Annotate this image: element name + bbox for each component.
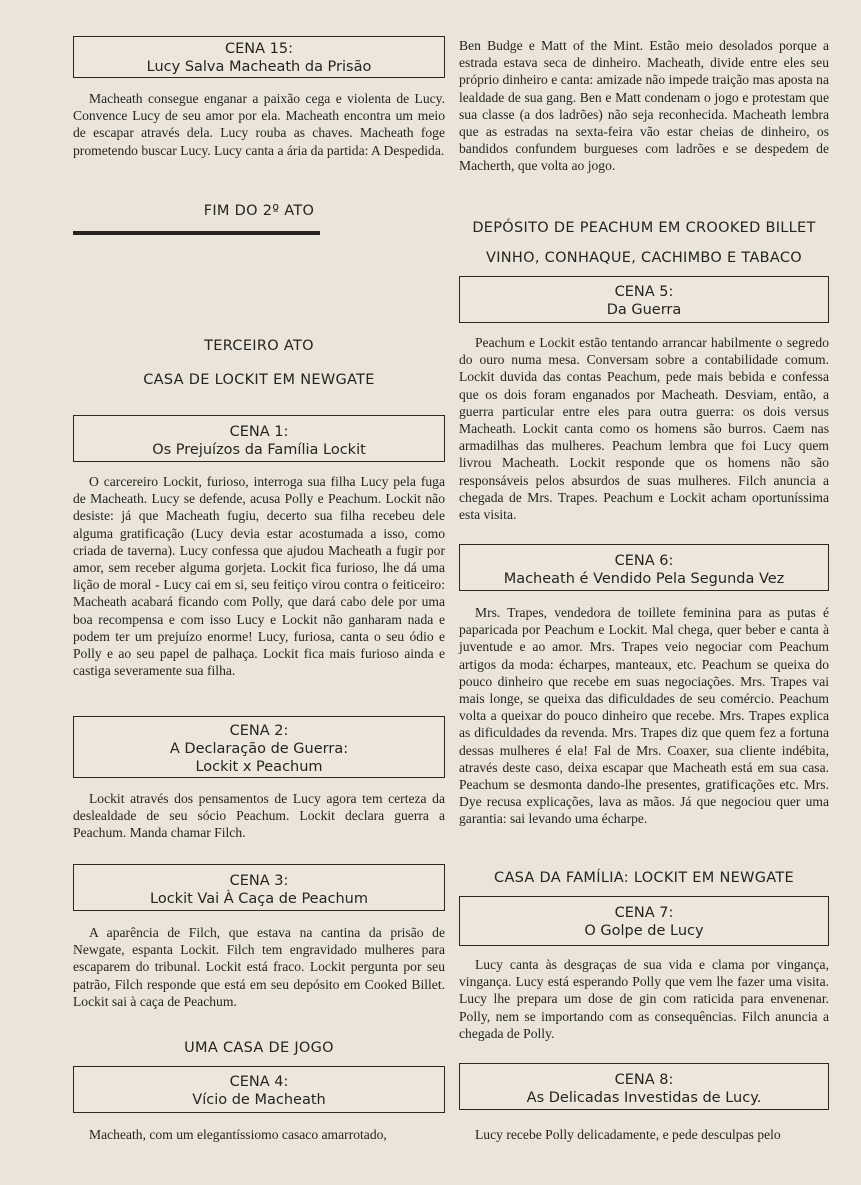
scene-1-title: Os Prejuízos da Família Lockit (152, 442, 366, 458)
scene-15-text: Macheath consegue enganar a paixão cega e violenta de Lucy. Convence Lucy de seu amor por ela. Macheath encontra um meio de escapar através dela. Lucy rouba as chaves. Macheath foge prometendo buscar Lucy. Lucy canta a ária da partida: A Despedida. (73, 91, 445, 158)
scene-4-box (73, 1066, 445, 1113)
scene-4-number: CENA 4: (229, 1074, 289, 1090)
scene-5-text: Peachum e Lockit estão tentando arrancar habilmente o segredo do ouro numa mesa. Conversam sobre a contabilidade comum. Lockit duvida das contas Peachum, pede mais bebida e confessa que os dois foram enganados por Macheath. Desviam, então, a guerra particular entre eles para outra guerra: os dois versus Macheath. Lockit canta como os homens são burros. Caem nas armadilhas das mulheres. Peachum lembra que foi Lucy quem livrou Macheath. Lockit responde que os homens não são responsáveis pelos absurdos de suas mulheres. Filch anuncia a chegada de Mrs. Trapes. Peachum e Lockit acham oportuníssima esta visita. (459, 335, 829, 523)
scene-4-text: Macheath, com um elegantíssiomo casaco amarrotado, (89, 1127, 387, 1142)
scene-15-box (73, 36, 445, 78)
scene-2-title: A Declaração de Guerra: (169, 741, 349, 757)
act-3-heading: TERCEIRO ATO (204, 338, 314, 354)
scene-1-number: CENA 1: (229, 424, 289, 440)
scene-5-number: CENA 5: (614, 284, 674, 300)
scene-8-box (459, 1063, 829, 1110)
scene-7-number: CENA 7: (614, 905, 674, 921)
scene-3-text: A aparência de Filch, que estava na cantina da prisão de Newgate, espanta Lockit. Filch tem engravidado mulheres para escaparem do tribunal. Lockit está fraco. Lockit pergunta por seu patrão, Filch responde que está em seu depósito em Cooked Billet. Lockit sai à caça de Peachum. (73, 925, 445, 1009)
depot-sign: VINHO, CONHAQUE, CACHIMBO E TABACO (485, 250, 803, 266)
scene-8-number: CENA 8: (614, 1072, 674, 1088)
end-of-act-2: FIM DO 2º ATO (203, 203, 315, 219)
scene-4-title: Vício de Macheath (192, 1092, 326, 1108)
scene-7-title: O Golpe de Lucy (584, 923, 704, 939)
scene-15-title: Lucy Salva Macheath da Prisão (146, 59, 372, 75)
scene-3-title: Lockit Vai À Caça de Peachum (150, 891, 368, 907)
scene-2-text: Lockit através dos pensamentos de Lucy agora tem certeza da deslealdade de seu sócio Peachum. Lockit declara guerra a Peachum. Manda chamar Filch. (73, 791, 445, 841)
scene-6-text: Mrs. Trapes, vendedora de toillete feminina para as putas é paparicada por Peachum e Lockit. Mal chega, quer beber e canta à juventude e ao amor. Mrs. Trapes veio negociar com Peachum artigos da moda: écharpes, manteaux, etc. Peachum se queixa do pouco dinheiro que recebe em suas negociações. Mrs. Trapes vai mais longe, se queixa das dificuldades de seu comércio. Peachum volta a queixar do pouco dinheiro que recebe. Mrs. Trapes explica as dificuldades da revenda. Mrs. Trapes diz que quem fez a fortuna dessas mulheres é ela! Fal de Mrs. Coaxer, sua cliente indébita, através deste caso, deixa escapar que Macheath está em sua casa. Peachum se desmonta dando-lhe presentes, gratificações etc. Mrs. Dye recusa explicações, lava as mãos. Já que negociou quer uma garantia: sai levando uma écharpe. (459, 605, 829, 827)
scene-7-text: Lucy canta às desgraças de sua vida e clama por vingança, vingança. Lucy está esperando Polly que vem lhe fazer uma visita. Lucy lhe prepara um dose de gin com raticida para envenenar. Polly, nem se importando com as consequências. Filch anuncia a chegada de Polly. (459, 957, 829, 1041)
scene-2-subtitle: Lockit x Peachum (195, 759, 323, 775)
location-lockit-family-house: CASA DA FAMÍLIA: LOCKIT EM NEWGATE (494, 870, 794, 886)
scene-6-number: CENA 6: (614, 553, 674, 569)
scene-8-text: Lucy recebe Polly delicadamente, e pede desculpas pelo (475, 1127, 781, 1142)
scene-2-number: CENA 2: (229, 723, 289, 739)
divider-rule (73, 231, 320, 235)
scene-1-box (73, 415, 445, 462)
scene-5-title: Da Guerra (606, 302, 682, 318)
scene-7-box (459, 896, 829, 946)
scene-1-text: O carcereiro Lockit, furioso, interroga sua filha Lucy pela fuga de Macheath. Lucy se defende, acusa Polly e Peachum. Lockit não desiste: já que Macheath fugiu, decerto sua filha recebeu dele alguma gratificação (Lucy devia estar acostumada a isso, como criada de taverna). Lucy confessa que ajudou Macheath a fugir por amor, sem receber alguma gorjeta. Lockit fica furioso, lhe dá uma lição de moral - Lucy cai em si, seu feitiço virou contra o feiticeiro: Macheath acabará ficando com Polly, que dará cabo dele por uma boa recompensa e com isso Lucy e Lockit não ganharam nada e podem ter um prejuízo enorme! Lucy, furiosa, canta o seu ódio e Polly e ao seu papel de palhaça. Lockit fica mais furioso ainda e castiga severamente sua filha. (73, 474, 445, 679)
location-peachum-depot: DEPÓSITO DE PEACHUM EM CROOKED BILLET (472, 220, 816, 236)
scene-15-number: CENA 15: (225, 41, 293, 57)
scene-4-continued-text: Ben Budge e Matt of the Mint. Estão meio desolados porque a estrada estava seca de dinheiro. Macheath, divide entre eles seu próprio dinheiro e canta: amizade não impede traição mas aposta na lealdade de sua gang. Ben e Matt condenam o jogo e protestam que sua classe (a dos ladrões) não seja reconhecida. Macheath lembra que as estradas na sexta-feira vão estar cheias de dinheiro, os bandidos confundem burgueses com ladrões e se despedem de Macherth, que volta ao jogo. (459, 38, 829, 174)
location-lockit-house: CASA DE LOCKIT EM NEWGATE (143, 372, 375, 388)
scene-3-box (73, 864, 445, 911)
scene-6-box (459, 544, 829, 591)
location-gambling-house: UMA CASA DE JOGO (184, 1040, 334, 1056)
scene-2-box (73, 716, 445, 778)
scene-5-box (459, 276, 829, 323)
scene-3-number: CENA 3: (229, 873, 289, 889)
scene-6-title: Macheath é Vendido Pela Segunda Vez (503, 571, 785, 587)
scene-8-title: As Delicadas Investidas de Lucy. (526, 1090, 762, 1106)
